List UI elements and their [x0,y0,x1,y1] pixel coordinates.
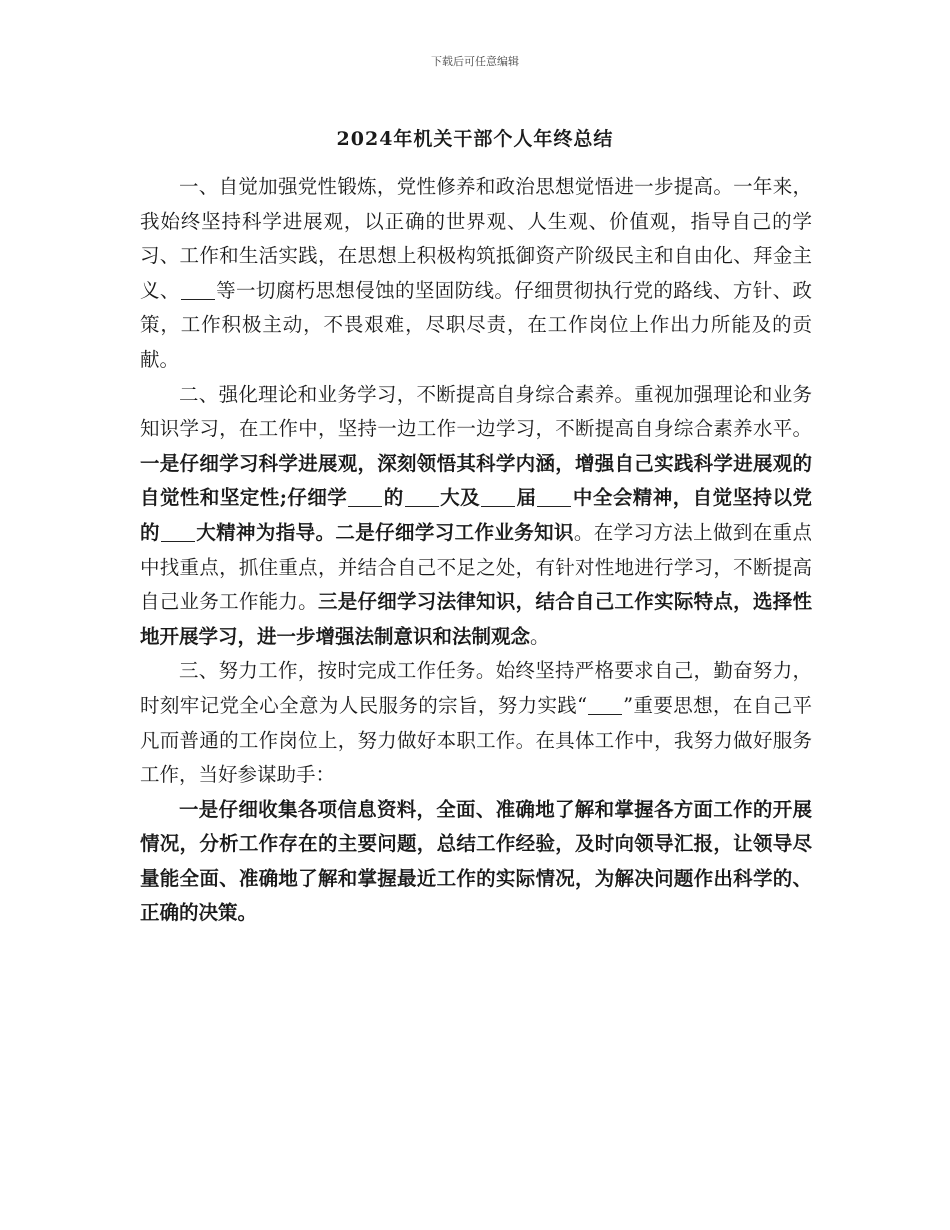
header-note: 下载后可任意编辑 [431,55,519,68]
paragraph-2-bold-1e: 中全会精神，自觉坚持以党的 [140,486,812,544]
blank-field [181,279,215,300]
blank-field [405,487,439,508]
paragraph-2-normal-1: 二、强化理论和业务学习，不断提高自身综合素养。重视加强理论和业务知识学习，在工作中，坚持一边工作一边学习，不断提高自身综合素养水平。 [140,382,812,441]
paragraph-3 [140,654,812,792]
paragraph-2-normal-2: 。在学习方法上做到在重点中找重点，抓住重点，并结合自己不足之处，有针对性地进行学习，不断提高自己业务工作能力。 [140,520,812,614]
blank-field [348,487,382,508]
paragraph-2-bold-1a: 一是仔细学习科学进展观，深刻领悟其科学内涵，增强自己实践科学进展观的自觉性和坚定性;仔细学 [140,451,812,510]
paragraph-2-bold-1b: 的 [383,486,404,510]
paragraph-2-bold-2: 三是仔细学习法律知识，结合自己工作实际特点，选择性地开展学习，进一步增强法制意识和法制观念 [140,590,812,648]
paragraph-2-end: 。 [530,624,550,648]
blank-field [161,521,195,542]
blank-field [481,487,515,508]
paragraph-3-text-a: 三、努力工作，按时完成工作任务。始终坚持严格要求自己，勤奋努力，时刻牢记党全心全意为人民服务的宗旨，努力实践“ [140,659,812,717]
paragraph-2-bold-1f: 大精神为指导。二是仔细学习工作业务知识 [195,520,574,544]
paragraph-2 [140,378,812,655]
paragraph-3-text-b: ”重要思想，在自己平凡而普通的工作岗位上，努力做好本职工作。在具体工作中，我努力做好服务工作，当好参谋助手： [140,693,812,787]
paragraph-4: 一是仔细收集各项信息资料，全面、准确地了解和掌握各方面工作的开展情况，分析工作存在的主要问题，总结工作经验，及时向领导汇报，让领导尽量能全面、准确地了解和掌握最近工作的实际情况，为解决问题作出科学的、正确的决策。 [140,797,812,925]
paragraph-1-text-a: 一、自觉加强党性锻炼，党性修养和政治思想觉悟进一步提高。一年来，我始终坚持科学进展观，以正确的世界观、人生观、价值观，指导自己的学习、工作和生活实践，在思想上积极构筑抵御资产阶级民主和自由化、拜金主义、 [140,175,812,302]
paragraph-2-bold-1c: 大及 [439,486,481,510]
blank-field [537,487,571,508]
paragraph-1-text-b: 等一切腐朽思想侵蚀的坚固防线。仔细贯彻执行党的路线、方针、政策，工作积极主动，不畏艰难，尽职尽责，在工作岗位上作出力所能及的贡献。 [140,278,812,371]
document-body [140,170,812,931]
document-title: 2024年机关干部个人年终总结 [336,128,614,150]
paragraph-2-bold-1d: 届 [516,486,537,510]
paragraph-1 [140,170,812,378]
blank-field [588,694,622,715]
